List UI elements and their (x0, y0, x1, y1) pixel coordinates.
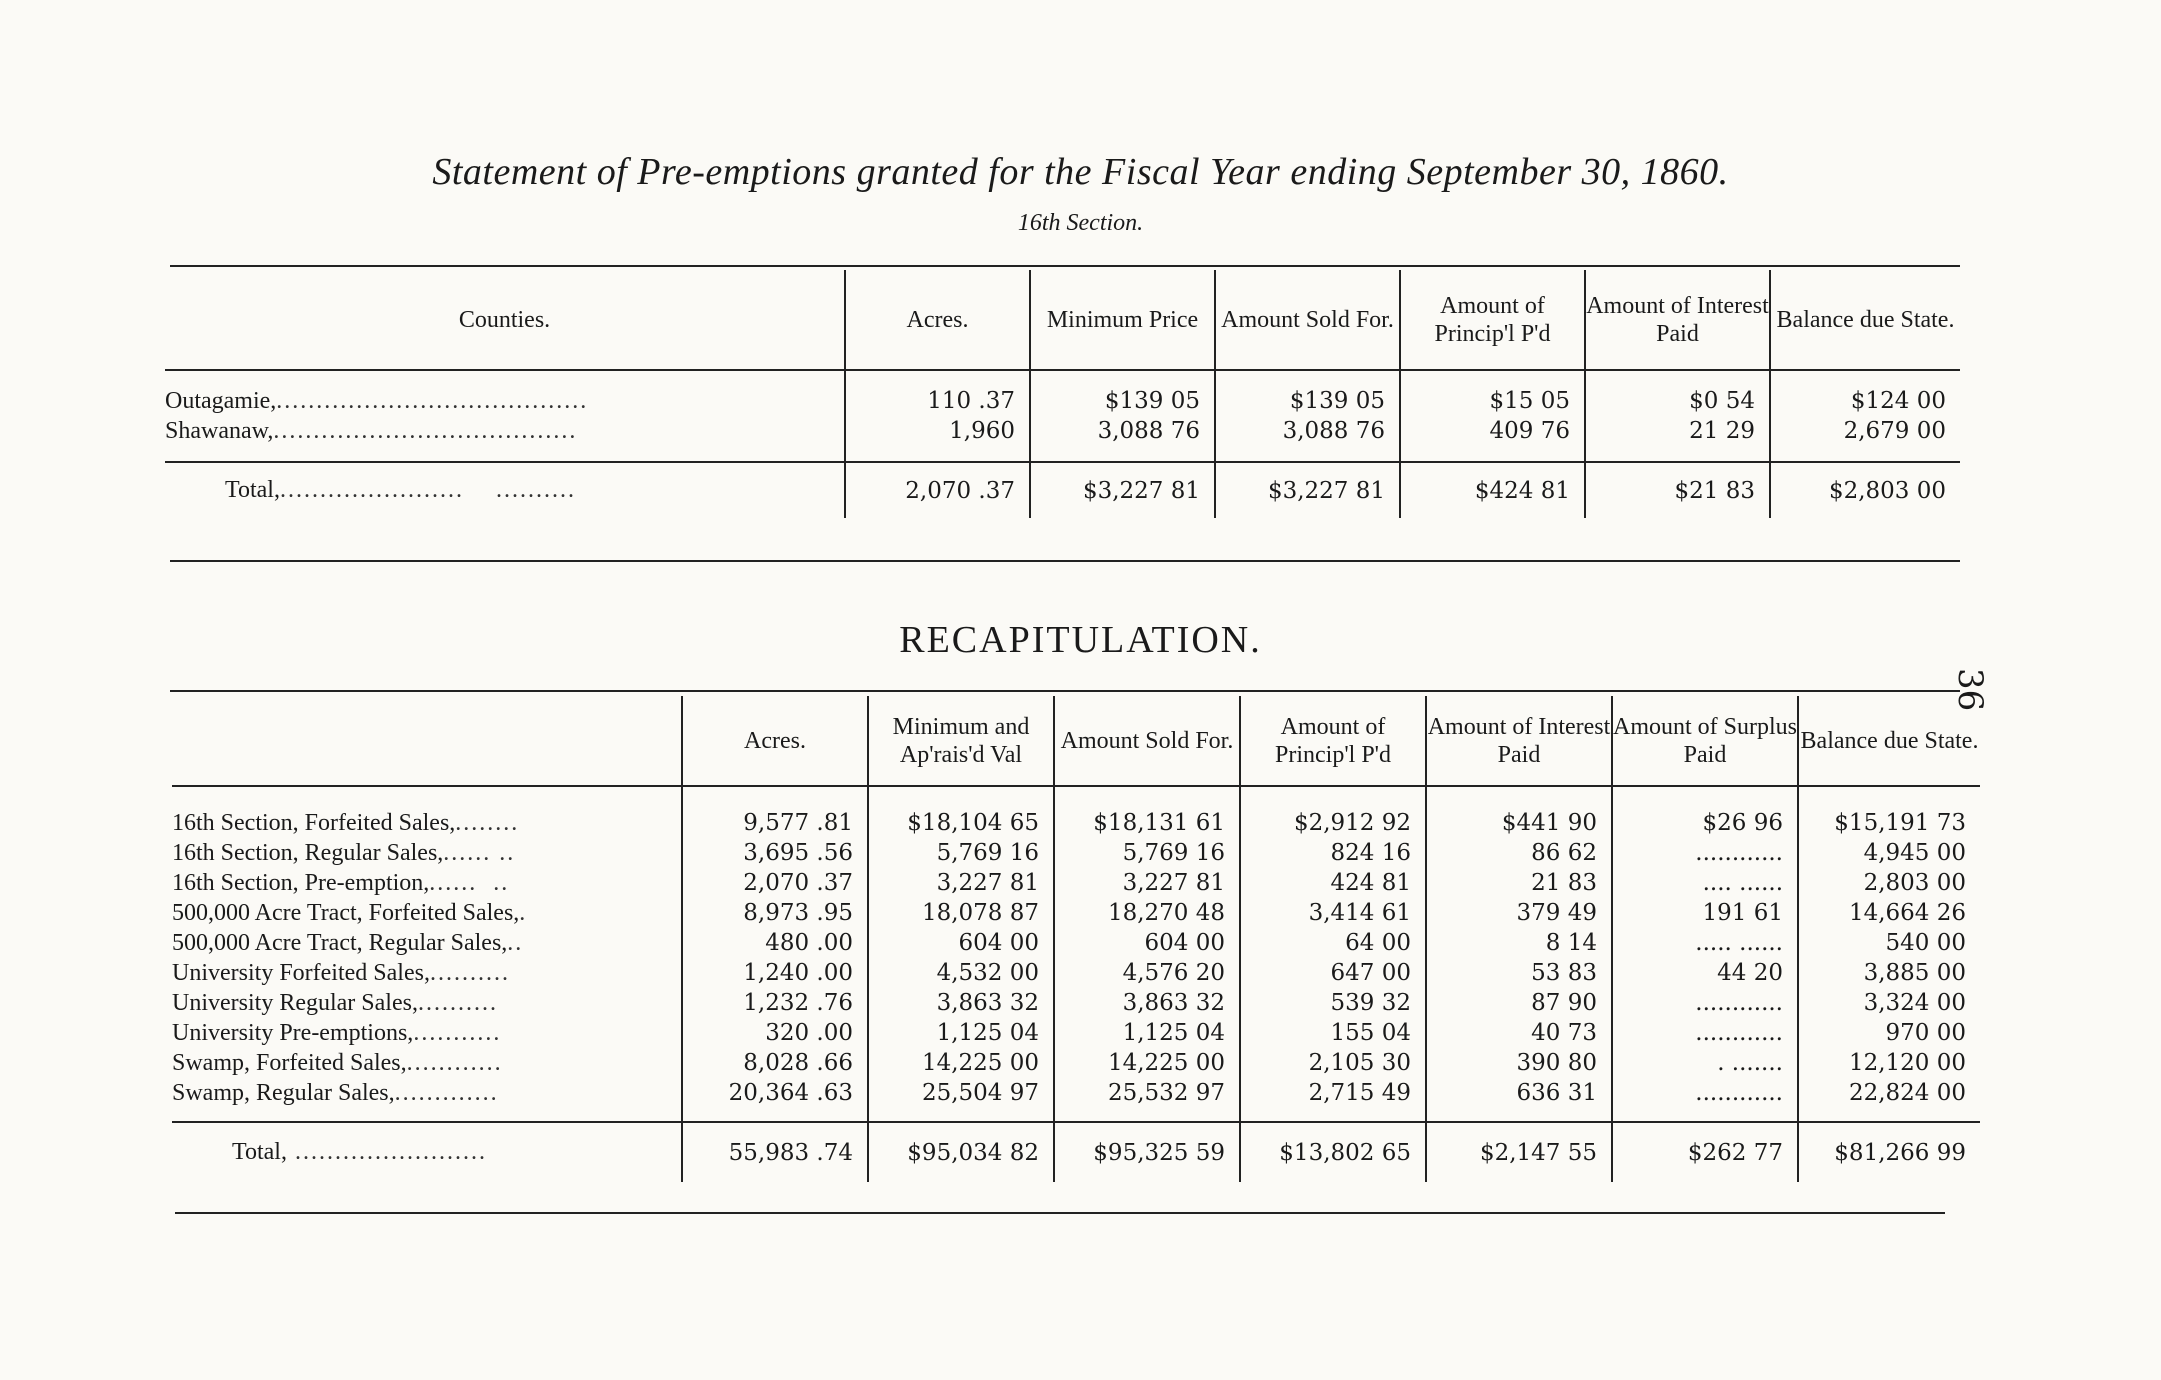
county-name: Shawanaw, (165, 417, 274, 444)
interest-cell: 87 90 (1426, 988, 1612, 1018)
header-surplus-paid: Amount of Surplus Paid (1612, 696, 1798, 786)
table-row: Swamp, Regular Sales,............. 20,364 .63 25,504 97 25,532 97 2,715 49 636 31 ............ 22,824 00 (172, 1078, 1980, 1108)
principal-cell: 155 04 (1240, 1018, 1426, 1048)
acres-cell: 480 .00 (682, 928, 868, 958)
row-label: University Forfeited Sales, (172, 959, 430, 986)
sold-for-cell: 4,576 20 (1054, 958, 1240, 988)
table-row: Shawanaw,...................................... 1,960 3,088 76 3,088 76 409 76 21 29 2,679 00 (165, 416, 1960, 446)
acres-cell: 8,973 .95 (682, 898, 868, 928)
acres-cell: 9,577 .81 (682, 808, 868, 838)
balance-cell: $15,191 73 (1798, 808, 1980, 838)
total-sold-for: $3,227 81 (1215, 462, 1400, 518)
acres-cell: 1,232 .76 (682, 988, 868, 1018)
statement-bottom-rule (170, 560, 1960, 562)
statement-subtitle: 16th Section. (1017, 210, 1144, 236)
county-name: Outagamie, (165, 387, 277, 414)
row-label: University Regular Sales, (172, 989, 418, 1016)
total-label: Total, (225, 477, 280, 503)
surplus-cell: 44 20 (1612, 958, 1798, 988)
page-number: 36 (1950, 668, 1990, 712)
interest-cell: 40 73 (1426, 1018, 1612, 1048)
total-interest: $21 83 (1585, 462, 1770, 518)
sold-for-cell: $18,131 61 (1054, 808, 1240, 838)
header-counties: Counties. (458, 306, 551, 333)
row-label: University Pre-emptions, (172, 1019, 414, 1046)
principal-cell: 647 00 (1240, 958, 1426, 988)
balance-cell: 14,664 26 (1798, 898, 1980, 928)
principal-cell: $15 05 (1400, 386, 1585, 416)
recap-bottom-rule (175, 1212, 1945, 1214)
balance-cell: 540 00 (1798, 928, 1980, 958)
balance-cell: 3,885 00 (1798, 958, 1980, 988)
acres-cell: 2,070 .37 (682, 868, 868, 898)
total-principal: $424 81 (1400, 462, 1585, 518)
surplus-cell: ............ (1612, 1018, 1798, 1048)
total-min-val: $95,034 82 (868, 1122, 1054, 1182)
total-interest: $2,147 55 (1426, 1122, 1612, 1182)
total-acres: 55,983 .74 (682, 1122, 868, 1182)
total-min-price: $3,227 81 (1030, 462, 1215, 518)
interest-cell: 379 49 (1426, 898, 1612, 928)
surplus-cell: . ....... (1612, 1048, 1798, 1078)
principal-cell: $2,912 92 (1240, 808, 1426, 838)
sold-for-cell: 3,863 32 (1054, 988, 1240, 1018)
total-acres: 2,070 .37 (845, 462, 1030, 518)
surplus-cell: ............ (1612, 1078, 1798, 1108)
header-acres: Acres. (845, 270, 1030, 370)
min-val-cell: 1,125 04 (868, 1018, 1054, 1048)
balance-cell: 970 00 (1798, 1018, 1980, 1048)
interest-cell: $0 54 (1585, 386, 1770, 416)
header-amount-sold: Amount Sold For. (1215, 270, 1400, 370)
balance-cell: 12,120 00 (1798, 1048, 1980, 1078)
total-row: Total,....................... .......... 2,070 .37 $3,227 81 $3,227 81 $424 81 $21 83 $2,803 00 (165, 462, 1960, 518)
header-principal-paid: Amount of Princip'l P'd (1400, 270, 1585, 370)
min-val-cell: 4,532 00 (868, 958, 1054, 988)
sold-for-cell: 5,769 16 (1054, 838, 1240, 868)
interest-cell: $441 90 (1426, 808, 1612, 838)
acres-cell: 1,240 .00 (682, 958, 868, 988)
balance-cell: 4,945 00 (1798, 838, 1980, 868)
header-balance-due: Balance due State. (1770, 270, 1960, 370)
recapitulation-table (172, 696, 1980, 1182)
header-interest-paid: Amount of Interest Paid (1426, 696, 1612, 786)
min-val-cell: 3,227 81 (868, 868, 1054, 898)
table-row: University Pre-emptions,........... 320 .00 1,125 04 1,125 04 155 04 40 73 ............ 970 00 (172, 1018, 1980, 1048)
balance-cell: $124 00 (1770, 386, 1960, 416)
header-amount-sold: Amount Sold For. (1054, 696, 1240, 786)
principal-cell: 64 00 (1240, 928, 1426, 958)
table-row: University Regular Sales,.......... 1,232 .76 3,863 32 3,863 32 539 32 87 90 ............ 3,324 00 (172, 988, 1980, 1018)
table-row: 16th Section, Forfeited Sales,........ 9,577 .81 $18,104 65 $18,131 61 $2,912 92 $441 90 $26 96 $15,191 73 (172, 808, 1980, 838)
table-row: Swamp, Forfeited Sales,............ 8,028 .66 14,225 00 14,225 00 2,105 30 390 80 . ....... 12,120 00 (172, 1048, 1980, 1078)
interest-cell: 636 31 (1426, 1078, 1612, 1108)
acres-cell: 8,028 .66 (682, 1048, 868, 1078)
interest-cell: 86 62 (1426, 838, 1612, 868)
statement-table (165, 270, 1960, 518)
row-label: Swamp, Forfeited Sales, (172, 1049, 407, 1076)
table-row: University Forfeited Sales,.......... 1,240 .00 4,532 00 4,576 20 647 00 53 83 44 20 3,885 00 (172, 958, 1980, 988)
row-label: 16th Section, Forfeited Sales, (172, 809, 456, 836)
acres-cell: 320 .00 (682, 1018, 868, 1048)
interest-cell: 390 80 (1426, 1048, 1612, 1078)
statement-title: Statement of Pre-emptions granted for the Fiscal Year ending September 30, 1860. (432, 151, 1729, 193)
table-row: 16th Section, Regular Sales,...... .. 3,695 .56 5,769 16 5,769 16 824 16 86 62 ............ 4,945 00 (172, 838, 1980, 868)
acres-cell: 1,960 (845, 416, 1030, 446)
min-price-cell: $139 05 (1030, 386, 1215, 416)
statement-top-rule (170, 265, 1960, 267)
total-principal: $13,802 65 (1240, 1122, 1426, 1182)
row-label: Swamp, Regular Sales, (172, 1079, 395, 1106)
sold-for-cell: $139 05 (1215, 386, 1400, 416)
principal-cell: 409 76 (1400, 416, 1585, 446)
balance-cell: 22,824 00 (1798, 1078, 1980, 1108)
principal-cell: 3,414 61 (1240, 898, 1426, 928)
total-sold-for: $95,325 59 (1054, 1122, 1240, 1182)
total-balance: $81,266 99 (1798, 1122, 1980, 1182)
min-val-cell: 18,078 87 (868, 898, 1054, 928)
header-interest-paid: Amount of Interest Paid (1585, 270, 1770, 370)
min-val-cell: 5,769 16 (868, 838, 1054, 868)
principal-cell: 2,715 49 (1240, 1078, 1426, 1108)
principal-cell: 539 32 (1240, 988, 1426, 1018)
row-label: 500,000 Acre Tract, Forfeited Sales, (172, 899, 520, 926)
surplus-cell: ............ (1612, 838, 1798, 868)
header-minimum-price: Minimum Price (1030, 270, 1215, 370)
row-label: 500,000 Acre Tract, Regular Sales, (172, 929, 508, 956)
header-minimum-appraised-value: Minimum and Ap'rais'd Val (868, 696, 1054, 786)
acres-cell: 20,364 .63 (682, 1078, 868, 1108)
balance-cell: 2,679 00 (1770, 416, 1960, 446)
row-label: 16th Section, Pre-emption, (172, 869, 430, 896)
table-row: 16th Section, Pre-emption,...... .. 2,070 .37 3,227 81 3,227 81 424 81 21 83 .... ...... 2,803 00 (172, 868, 1980, 898)
sold-for-cell: 604 00 (1054, 928, 1240, 958)
principal-cell: 824 16 (1240, 838, 1426, 868)
min-val-cell: $18,104 65 (868, 808, 1054, 838)
sold-for-cell: 25,532 97 (1054, 1078, 1240, 1108)
row-label: 16th Section, Regular Sales, (172, 839, 444, 866)
min-val-cell: 14,225 00 (868, 1048, 1054, 1078)
sold-for-cell: 3,088 76 (1215, 416, 1400, 446)
interest-cell: 8 14 (1426, 928, 1612, 958)
surplus-cell: .... ...... (1612, 868, 1798, 898)
balance-cell: 2,803 00 (1798, 868, 1980, 898)
header-acres: Acres. (682, 696, 868, 786)
surplus-cell: ..... ...... (1612, 928, 1798, 958)
interest-cell: 53 83 (1426, 958, 1612, 988)
total-surplus: $262 77 (1612, 1122, 1798, 1182)
min-price-cell: 3,088 76 (1030, 416, 1215, 446)
table-row: Outagamie,....................................... 110 .37 $139 05 $139 05 $15 05 $0 54 $124 00 (165, 386, 1960, 416)
principal-cell: 424 81 (1240, 868, 1426, 898)
surplus-cell: ............ (1612, 988, 1798, 1018)
table-row: 500,000 Acre Tract, Regular Sales,.. 480 .00 604 00 604 00 64 00 8 14 ..... ...... 540 00 (172, 928, 1980, 958)
total-row: Total, ........................ 55,983 .74 $95,034 82 $95,325 59 $13,802 65 $2,147 55 $262 77 $81,266 99 (172, 1122, 1980, 1182)
principal-cell: 2,105 30 (1240, 1048, 1426, 1078)
surplus-cell: 191 61 (1612, 898, 1798, 928)
interest-cell: 21 29 (1585, 416, 1770, 446)
recap-top-rule (170, 690, 1960, 692)
acres-cell: 3,695 .56 (682, 838, 868, 868)
balance-cell: 3,324 00 (1798, 988, 1980, 1018)
table-row: 500,000 Acre Tract, Forfeited Sales,. 8,973 .95 18,078 87 18,270 48 3,414 61 379 49 191 61 14,664 26 (172, 898, 1980, 928)
header-blank (172, 696, 682, 786)
header-principal-paid: Amount of Princip'l P'd (1240, 696, 1426, 786)
sold-for-cell: 1,125 04 (1054, 1018, 1240, 1048)
interest-cell: 21 83 (1426, 868, 1612, 898)
acres-cell: 110 .37 (845, 386, 1030, 416)
sold-for-cell: 3,227 81 (1054, 868, 1240, 898)
surplus-cell: $26 96 (1612, 808, 1798, 838)
recapitulation-title: RECAPITULATION. (899, 619, 1262, 661)
min-val-cell: 604 00 (868, 928, 1054, 958)
header-balance-due: Balance due State. (1798, 696, 1980, 786)
min-val-cell: 3,863 32 (868, 988, 1054, 1018)
min-val-cell: 25,504 97 (868, 1078, 1054, 1108)
total-balance: $2,803 00 (1770, 462, 1960, 518)
total-label: Total, (232, 1139, 287, 1165)
sold-for-cell: 18,270 48 (1054, 898, 1240, 928)
sold-for-cell: 14,225 00 (1054, 1048, 1240, 1078)
